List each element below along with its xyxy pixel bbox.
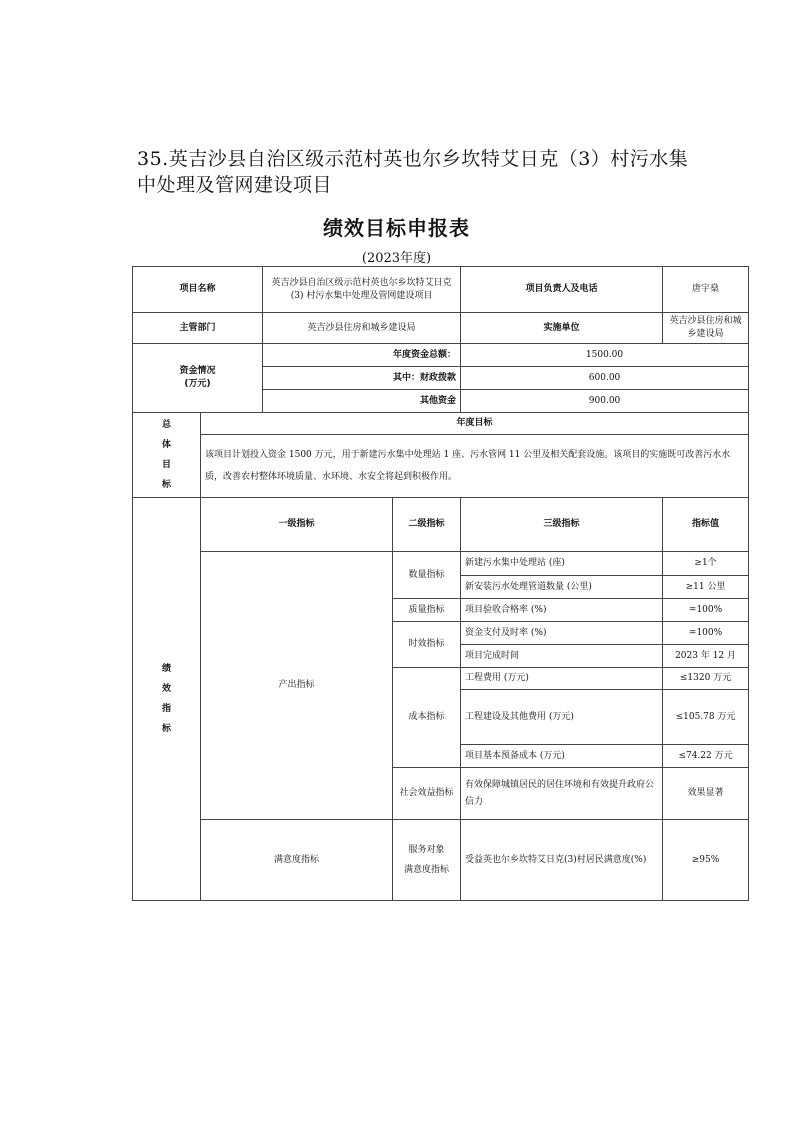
service-label-line: 服务对象 — [408, 845, 445, 855]
indicator-value: 效果显著 — [663, 768, 749, 820]
funds-label: 资金情况 — [179, 366, 216, 376]
project-name-value: 英吉沙县自治区级示范村英也尔乡坎特艾日克 (3) 村污水集中处理及管网建设项目 — [263, 267, 461, 313]
col-level1: 一级指标 — [201, 498, 393, 552]
impl-label: 实施单位 — [461, 313, 663, 344]
funds-unit: (万元) — [184, 379, 211, 389]
indicator-name: 新建污水集中处理站 (座) — [461, 552, 663, 576]
output-indicator-label: 产出指标 — [201, 552, 393, 820]
service-label-line: 满意度指标 — [404, 865, 450, 875]
indicator-value: =100% — [663, 622, 749, 645]
col-value: 指标值 — [663, 498, 749, 552]
indicators-label-char: 标 — [161, 724, 171, 734]
fiscal-value: 600.00 — [461, 367, 749, 390]
fiscal-label: 其中：财政拨款 — [263, 367, 461, 390]
annual-target-header: 年度目标 — [201, 413, 749, 435]
other-funds-value: 900.00 — [461, 390, 749, 413]
indicator-name: 项目基本预备成本 (万元) — [461, 745, 663, 768]
indicators-label-char: 绩 — [161, 664, 171, 674]
indicator-name: 新安装污水处理管道数量 (公里) — [461, 576, 663, 599]
indicator-name: 项目验收合格率 (%) — [461, 599, 663, 622]
indicator-value: ≤105.78 万元 — [663, 690, 749, 745]
overall-label-char: 总 — [161, 420, 171, 430]
indicators-label — [133, 498, 201, 901]
col-level2: 二级指标 — [393, 498, 461, 552]
responsible-label: 项目负责人及电话 — [461, 267, 663, 313]
quantity-indicator-label: 数量指标 — [393, 552, 461, 599]
indicator-name: 工程费用 (万元) — [461, 668, 663, 690]
responsible-value: 唐宇燊 — [663, 267, 749, 313]
indicator-value: ≤74.22 万元 — [663, 745, 749, 768]
overall-label — [133, 413, 201, 498]
overall-label-char: 体 — [161, 440, 171, 450]
annual-total-value: 1500.00 — [461, 344, 749, 367]
indicator-value: ≤1320 万元 — [663, 668, 749, 690]
funds-label-cell — [133, 344, 263, 413]
indicator-name: 工程建设及其他费用 (万元) — [461, 690, 663, 745]
dept-label: 主管部门 — [133, 313, 263, 344]
performance-target-table — [132, 266, 749, 901]
form-year: (2023年度) — [361, 251, 432, 266]
form-title: 绩效目标申报表 — [323, 216, 470, 240]
project-name-label: 项目名称 — [133, 267, 263, 313]
social-indicator-label: 社会效益指标 — [393, 768, 461, 820]
annual-total-label: 年度资金总额： — [263, 344, 461, 367]
overall-label-char: 目 — [161, 460, 171, 470]
indicator-value: ≥95% — [663, 820, 749, 901]
cost-indicator-label: 成本指标 — [393, 668, 461, 768]
col-level3: 三级指标 — [461, 498, 663, 552]
indicator-value: ≥1个 — [663, 552, 749, 576]
annual-target-text: 该项目计划投入资金 1500 万元，用于新建污水集中处理站 1 座、污水管网 11 公里及相关配套设施。该项目的实施既可改善污水水质，改善农村整体环境质量、水环境、水安全将起到积极作用。 — [201, 435, 749, 498]
other-funds-label: 其他资金 — [263, 390, 461, 413]
page-heading: 35.英吉沙县自治区级示范村英也尔乡坎特艾日克（3）村污水集中处理及管网建设项目 — [137, 148, 689, 196]
indicators-label-char: 指 — [161, 704, 171, 714]
impl-value: 英吉沙县住房和城乡建设局 — [663, 313, 749, 344]
indicator-value: =100% — [663, 599, 749, 622]
indicator-value: ≥11 公里 — [663, 576, 749, 599]
overall-label-char: 标 — [161, 480, 171, 490]
dept-value: 英吉沙县住房和城乡建设局 — [263, 313, 461, 344]
indicators-label-char: 效 — [161, 684, 171, 694]
timeliness-indicator-label: 时效指标 — [393, 622, 461, 668]
indicator-name: 有效保障城镇居民的居住环境和有效提升政府公信力 — [461, 768, 663, 820]
indicator-value: 2023 年 12 月 — [663, 645, 749, 668]
indicator-name: 资金支付及时率 (%) — [461, 622, 663, 645]
service-satisfaction-label — [393, 820, 461, 901]
quality-indicator-label: 质量指标 — [393, 599, 461, 622]
satisfaction-indicator-label: 满意度指标 — [201, 820, 393, 901]
indicator-name: 项目完成时间 — [461, 645, 663, 668]
indicator-name: 受益英也尔乡坎特艾日克(3)村居民满意度(%) — [461, 820, 663, 901]
